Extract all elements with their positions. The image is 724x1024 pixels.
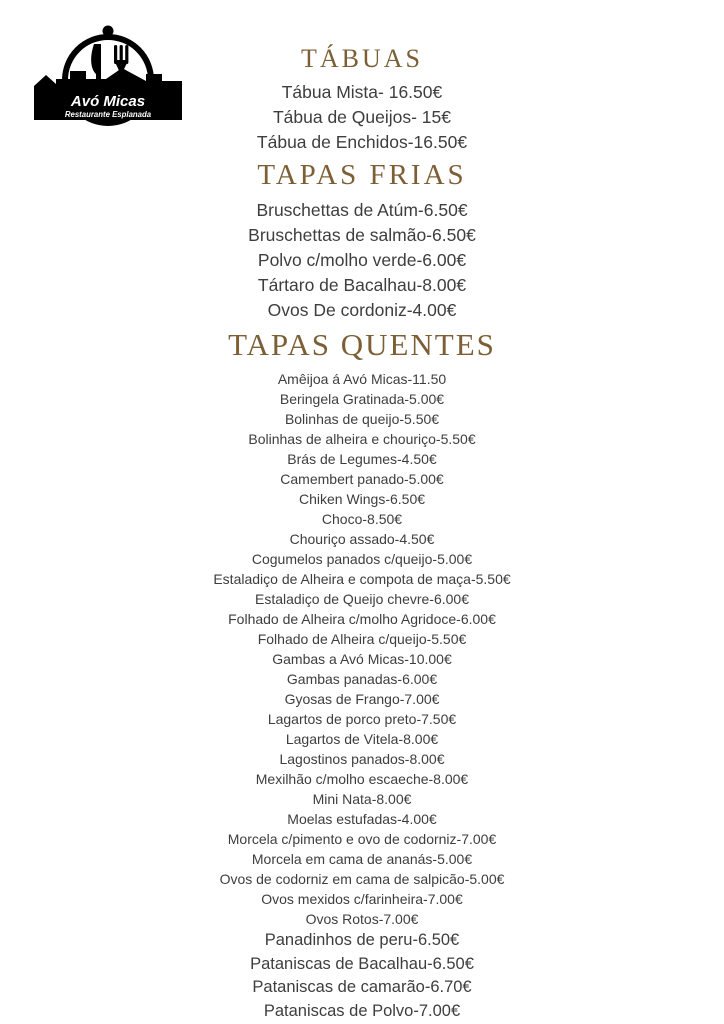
menu-item: Chouriço assado-4.50€ bbox=[289, 531, 435, 547]
menu-item: Ovos mexidos c/farinheira-7.00€ bbox=[261, 891, 463, 907]
menu-item: Morcela c/pimento e ovo de codorniz-7.00€ bbox=[227, 831, 497, 847]
menu-item: Folhado de Alheira c/molho Agridoce-6.00€ bbox=[228, 611, 496, 627]
menu-item: Lagostinos panados-8.00€ bbox=[279, 751, 445, 767]
menu-item: Pataniscas de Bacalhau-6.50€ bbox=[250, 954, 474, 973]
menu-item: Cogumelos panados c/queijo-5.00€ bbox=[251, 551, 473, 567]
section-title-tapas-quentes: TAPAS QUENTES bbox=[228, 327, 496, 362]
menu-item: Tábua de Enchidos-16.50€ bbox=[256, 132, 468, 152]
menu-item: Mini Nata-8.00€ bbox=[312, 791, 412, 807]
menu-item: Ovos Rotos-7.00€ bbox=[305, 911, 419, 927]
menu-item: Bolinhas de queijo-5.50€ bbox=[284, 411, 440, 427]
menu-item: Tábua Mista- 16.50€ bbox=[281, 82, 443, 102]
menu-item: Pataniscas de Polvo-7.00€ bbox=[263, 1001, 461, 1020]
logo-title: Avó Micas bbox=[70, 93, 146, 110]
menu-item: Ovos de codorniz em cama de salpicão-5.00€ bbox=[219, 871, 505, 887]
menu-item: Polvo c/molho verde-6.00€ bbox=[257, 250, 467, 270]
menu-item: Gyosas de Frango-7.00€ bbox=[284, 691, 440, 707]
menu-section-tapas-quentes bbox=[0, 325, 724, 1023]
restaurant-logo bbox=[34, 24, 182, 129]
menu-item: Camembert panado-5.00€ bbox=[280, 471, 444, 487]
menu-item: Panadinhos de peru-6.50€ bbox=[264, 931, 460, 949]
menu-item: Lagartos de Vitela-8.00€ bbox=[285, 731, 439, 747]
menu-item: Chiken Wings-6.50€ bbox=[298, 491, 426, 507]
menu-item: Bolinhas de alheira e chouriço-5.50€ bbox=[248, 431, 476, 447]
menu-item: Bruschettas de salmão-6.50€ bbox=[248, 225, 476, 245]
menu-item: Estaladiço de Queijo chevre-6.00€ bbox=[254, 591, 470, 607]
menu-item: Folhado de Alheira c/queijo-5.50€ bbox=[257, 631, 467, 647]
menu-item: Mexilhão c/molho escaeche-8.00€ bbox=[255, 771, 469, 787]
menu-item: Ovos De cordoniz-4.00€ bbox=[267, 300, 457, 320]
menu-item: Bruschettas de Atúm-6.50€ bbox=[256, 200, 468, 220]
menu-item: Lagartos de porco preto-7.50€ bbox=[267, 711, 457, 727]
menu-item: Choco-8.50€ bbox=[321, 511, 403, 527]
menu-item: Amêijoa á Avó Micas-11.50 bbox=[277, 371, 447, 387]
menu-item: Estaladiço de Alheira e compota de maça-5.50€ bbox=[213, 571, 511, 587]
section-title-tapas-frias: TAPAS FRIAS bbox=[257, 159, 467, 191]
menu-item: Pataniscas de camarão-6.70€ bbox=[252, 978, 472, 996]
menu-item: Tártaro de Bacalhau-8.00€ bbox=[257, 275, 467, 295]
menu-section-tapas-frias bbox=[0, 157, 724, 323]
menu-item: Tábua de Queijos- 15€ bbox=[272, 107, 452, 127]
section-title-tabuas: TÁBUAS bbox=[300, 44, 423, 73]
logo-subtitle: Restaurante Esplanada bbox=[64, 110, 152, 119]
menu-item: Brás de Legumes-4.50€ bbox=[287, 451, 437, 467]
menu-item: Morcela em cama de ananás-5.00€ bbox=[251, 851, 473, 867]
menu-item: Moelas estufadas-4.00€ bbox=[287, 811, 437, 827]
menu-item: Gambas a Avó Micas-10.00€ bbox=[272, 651, 452, 667]
menu-item: Gambas panadas-6.00€ bbox=[286, 671, 438, 687]
menu-item: Beringela Gratinada-5.00€ bbox=[279, 391, 445, 407]
